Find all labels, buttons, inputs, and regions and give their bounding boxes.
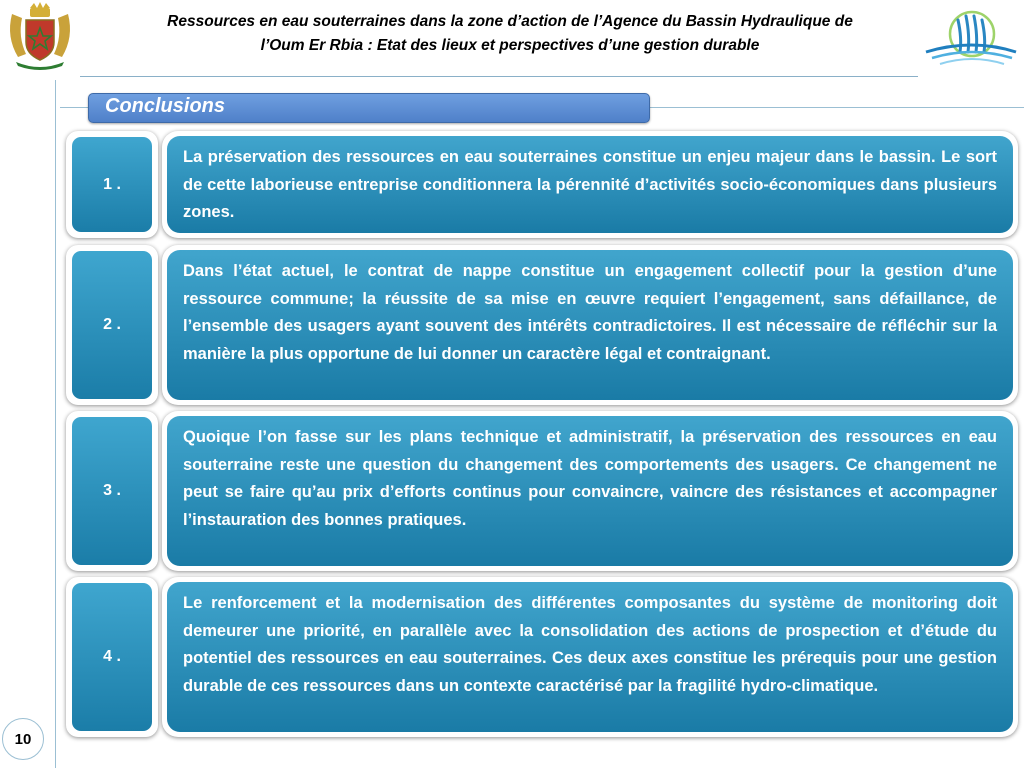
conclusion-item xyxy=(162,577,1018,737)
item-number-box xyxy=(66,245,158,405)
section-title: Conclusions xyxy=(105,95,226,117)
document-title xyxy=(125,10,895,58)
item-number: 1 . xyxy=(103,175,121,193)
item-number: 4 . xyxy=(103,648,121,665)
conclusion-text: Dans l’état actuel, le contrat de nappe constitue un engagement collectif pour la gestion d’une ressource commune; la réussite de sa mise en œuvre requiert l’engagement, sans défaillance, de l’ensemble des usagers ayant souvent des intérêts contradictoires. Il est nécessaire de réfléchir sur la manière la plus opportune de lui donner un caractère légal et contraignant. xyxy=(183,262,997,363)
conclusion-item xyxy=(162,411,1018,571)
title-line-2: l’Oum Er Rbia : Etat des lieux et perspectives d’une gestion durable xyxy=(260,37,760,54)
item-number: 3 . xyxy=(103,482,121,499)
left-vertical-rule xyxy=(55,80,56,768)
header-divider xyxy=(80,76,918,77)
item-number-box xyxy=(66,131,158,238)
coat-of-arms-icon xyxy=(4,2,76,72)
conclusion-text: Le renforcement et la modernisation des différentes composantes du système de monitoring doit demeurer une priorité, en parallèle avec la consolidation des actions de prospection et d’étude du potentiel des ressources en eau souterraines. Ces deux axes constitue les prérequis pour une gestion durable de ces ressources dans un contexte caractérisé par la fragilité hydro-climatique. xyxy=(183,594,997,695)
page-number: 10 xyxy=(2,718,44,760)
conclusion-item xyxy=(162,131,1018,238)
water-basin-logo-icon xyxy=(922,8,1018,70)
title-line-1: Ressources en eau souterraines dans la zone d’action de l’Agence du Bassin Hydraulique de xyxy=(167,13,853,30)
conclusion-text: La préservation des ressources en eau souterraines constitue un enjeu majeur dans le bassin. Le sort de cette laborieuse entreprise conditionnera la pérennité d’activités socio-économiques dans plusieurs zones. xyxy=(183,148,997,221)
item-number: 2 . xyxy=(103,316,121,333)
item-number-box xyxy=(66,411,158,571)
conclusion-item xyxy=(162,245,1018,405)
conclusion-text: Quoique l’on fasse sur les plans technique et administratif, la préservation des ressources en eau souterraine reste une question du changement des comportements des usagers. Ce changement ne peut se faire qu’au prix d’efforts continus pour convaincre, vaincre des résistances et accompagner l’instauration des bonnes pratiques. xyxy=(183,428,997,529)
item-number-box xyxy=(66,577,158,737)
section-header-bar xyxy=(88,93,650,123)
